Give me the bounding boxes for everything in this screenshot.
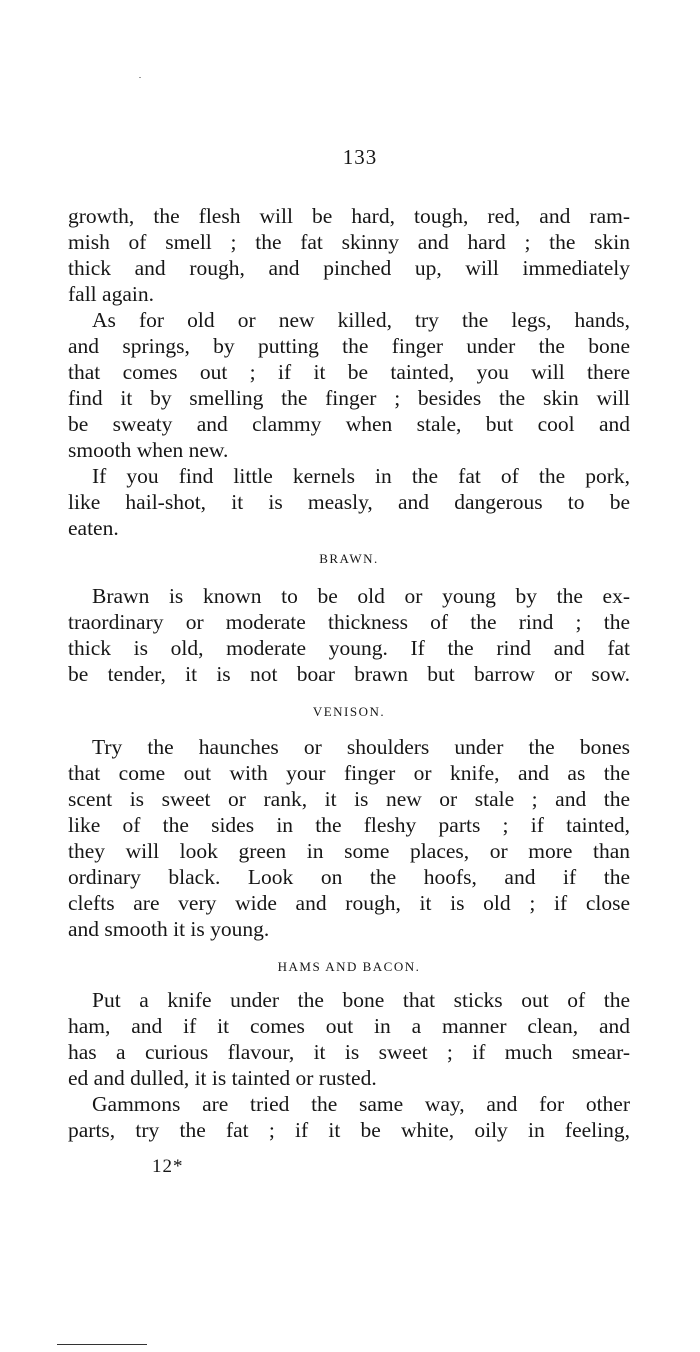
text-line: find it by smelling the finger ; besides the skin will [68,386,630,410]
text-line: thick and rough, and pinched up, will immediately [68,256,630,280]
section-heading-venison: VENISON. [312,704,386,719]
text-line: be tender, it is not boar brawn but barrow or sow. [68,662,630,686]
text-line: that comes out ; if it be tainted, you will there [68,360,630,384]
page-number: 133 [342,145,378,169]
text-line: like hail-shot, it is measly, and dangerous to be [68,490,630,514]
text-line: scent is sweet or rank, it is new or stale ; and the [68,787,630,811]
footer-rule [57,1344,147,1345]
text-line: eaten. [68,516,119,540]
signature-mark: 12* [152,1156,184,1177]
text-line: If you find little kernels in the fat of the pork, [92,464,630,488]
ink-speck [139,77,141,78]
text-line: growth, the flesh will be hard, tough, red, and ram- [68,204,630,228]
section-heading-hams-and-bacon: HAMS AND BACON. [277,959,421,974]
text-line: Gammons are tried the same way, and for other [92,1092,630,1116]
text-line: fall again. [68,282,154,306]
text-line: has a curious flavour, it is sweet ; if much smear- [68,1040,630,1064]
text-line: smooth when new. [68,438,229,462]
text-line: parts, try the fat ; if it be white, oily in feeling, [68,1118,630,1142]
text-line: clefts are very wide and rough, it is old ; if close [68,891,630,915]
text-line: and springs, by putting the finger under the bone [68,334,630,358]
text-line: thick is old, moderate young. If the rind and fat [68,636,630,660]
text-line: As for old or new killed, try the legs, hands, [92,308,630,332]
text-line: mish of smell ; the fat skinny and hard ; the skin [68,230,630,254]
text-line: like of the sides in the fleshy parts ; if tainted, [68,813,630,837]
text-line: ed and dulled, it is tainted or rusted. [68,1066,377,1090]
text-line: Try the haunches or shoulders under the bones [92,735,630,759]
text-line: that come out with your finger or knife, and as the [68,761,630,785]
text-line: ham, and if it comes out in a manner clean, and [68,1014,630,1038]
text-line: ordinary black. Look on the hoofs, and if the [68,865,630,889]
text-line: Brawn is known to be old or young by the ex- [92,584,630,608]
text-line: and smooth it is young. [68,917,270,941]
text-line: Put a knife under the bone that sticks out of the [92,988,630,1012]
text-line: traordinary or moderate thickness of the rind ; the [68,610,630,634]
body-text [68,203,630,1143]
text-line: they will look green in some places, or more than [68,839,630,863]
text-line: be sweaty and clammy when stale, but cool and [68,412,630,436]
section-heading-brawn: BRAWN. [319,551,379,566]
